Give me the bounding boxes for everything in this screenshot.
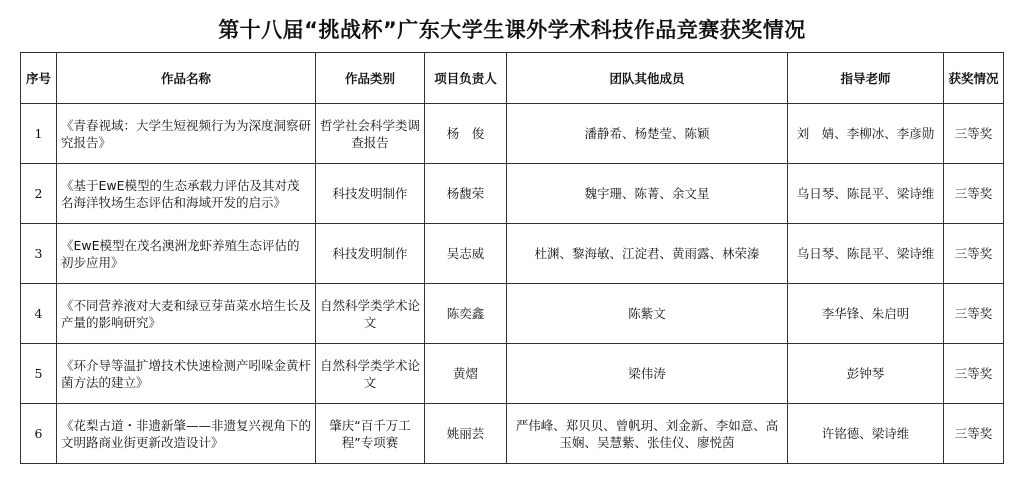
cell-name: 《EwE模型在茂名澳洲龙虾养殖生态评估的初步应用》	[57, 224, 316, 284]
cell-no: 3	[21, 224, 57, 284]
cell-name: 《花梨古道・非遗新肇——非遗复兴视角下的文明路商业街更新改造设计》	[57, 404, 316, 464]
cell-award: 三等奖	[944, 104, 1004, 164]
cell-name: 《环介导等温扩增技术快速检测产吲哚金黄杆菌方法的建立》	[57, 344, 316, 404]
cell-advisors: 乌日琴、陈昆平、梁诗维	[788, 224, 944, 284]
cell-award: 三等奖	[944, 404, 1004, 464]
cell-members: 严伟峰、郑贝贝、曾帆玥、刘金新、李如意、高玉娴、吴慧紫、张佳仪、廖悦茵	[507, 404, 788, 464]
cell-category: 肇庆“百千万工程”专项赛	[316, 404, 425, 464]
cell-no: 2	[21, 164, 57, 224]
cell-leader: 黄熠	[425, 344, 507, 404]
cell-no: 5	[21, 344, 57, 404]
table-row	[21, 344, 1004, 404]
page-title: 第十八届“挑战杯”广东大学生课外学术科技作品竞赛获奖情况	[218, 18, 806, 42]
header-no: 序号	[21, 53, 57, 104]
cell-leader: 杨馥荣	[425, 164, 507, 224]
cell-members: 魏宇珊、陈菁、余文星	[507, 164, 788, 224]
cell-award: 三等奖	[944, 164, 1004, 224]
cell-leader: 姚丽芸	[425, 404, 507, 464]
table-row	[21, 104, 1004, 164]
table-row	[21, 284, 1004, 344]
cell-award: 三等奖	[944, 344, 1004, 404]
cell-advisors: 李华锋、朱启明	[788, 284, 944, 344]
cell-members: 杜渊、黎海敏、江淀君、黄雨露、林荣溱	[507, 224, 788, 284]
header-leader: 项目负责人	[425, 53, 507, 104]
cell-advisors: 许铭德、梁诗维	[788, 404, 944, 464]
table-row	[21, 224, 1004, 284]
cell-advisors: 彭钟琴	[788, 344, 944, 404]
cell-category: 科技发明制作	[316, 164, 425, 224]
table-row	[21, 404, 1004, 464]
cell-members: 梁伟涛	[507, 344, 788, 404]
header-category: 作品类别	[316, 53, 425, 104]
cell-leader: 吴志威	[425, 224, 507, 284]
cell-category: 自然科学类学术论文	[316, 284, 425, 344]
table-row	[21, 164, 1004, 224]
cell-award: 三等奖	[944, 224, 1004, 284]
header-award: 获奖情况	[944, 53, 1004, 104]
header-advisors: 指导老师	[788, 53, 944, 104]
header-members: 团队其他成员	[507, 53, 788, 104]
cell-category: 科技发明制作	[316, 224, 425, 284]
cell-name: 《青春视域：大学生短视频行为为深度洞察研究报告》	[57, 104, 316, 164]
cell-no: 6	[21, 404, 57, 464]
cell-name: 《不同营养液对大麦和绿豆芽苗菜水培生长及产量的影响研究》	[57, 284, 316, 344]
awards-table	[20, 52, 1004, 464]
cell-members: 潘静希、杨楚莹、陈颖	[507, 104, 788, 164]
cell-leader: 杨 俊	[425, 104, 507, 164]
cell-members: 陈紫文	[507, 284, 788, 344]
cell-no: 1	[21, 104, 57, 164]
cell-category: 自然科学类学术论文	[316, 344, 425, 404]
cell-award: 三等奖	[944, 284, 1004, 344]
cell-leader: 陈奕鑫	[425, 284, 507, 344]
cell-advisors: 刘 婧、李柳冰、李彦勋	[788, 104, 944, 164]
header-name: 作品名称	[57, 53, 316, 104]
cell-category: 哲学社会科学类调查报告	[316, 104, 425, 164]
cell-advisors: 乌日琴、陈昆平、梁诗维	[788, 164, 944, 224]
cell-no: 4	[21, 284, 57, 344]
table-header-row	[21, 53, 1004, 104]
cell-name: 《基于EwE模型的生态承载力评估及其对茂名海洋牧场生态评估和海域开发的启示》	[57, 164, 316, 224]
